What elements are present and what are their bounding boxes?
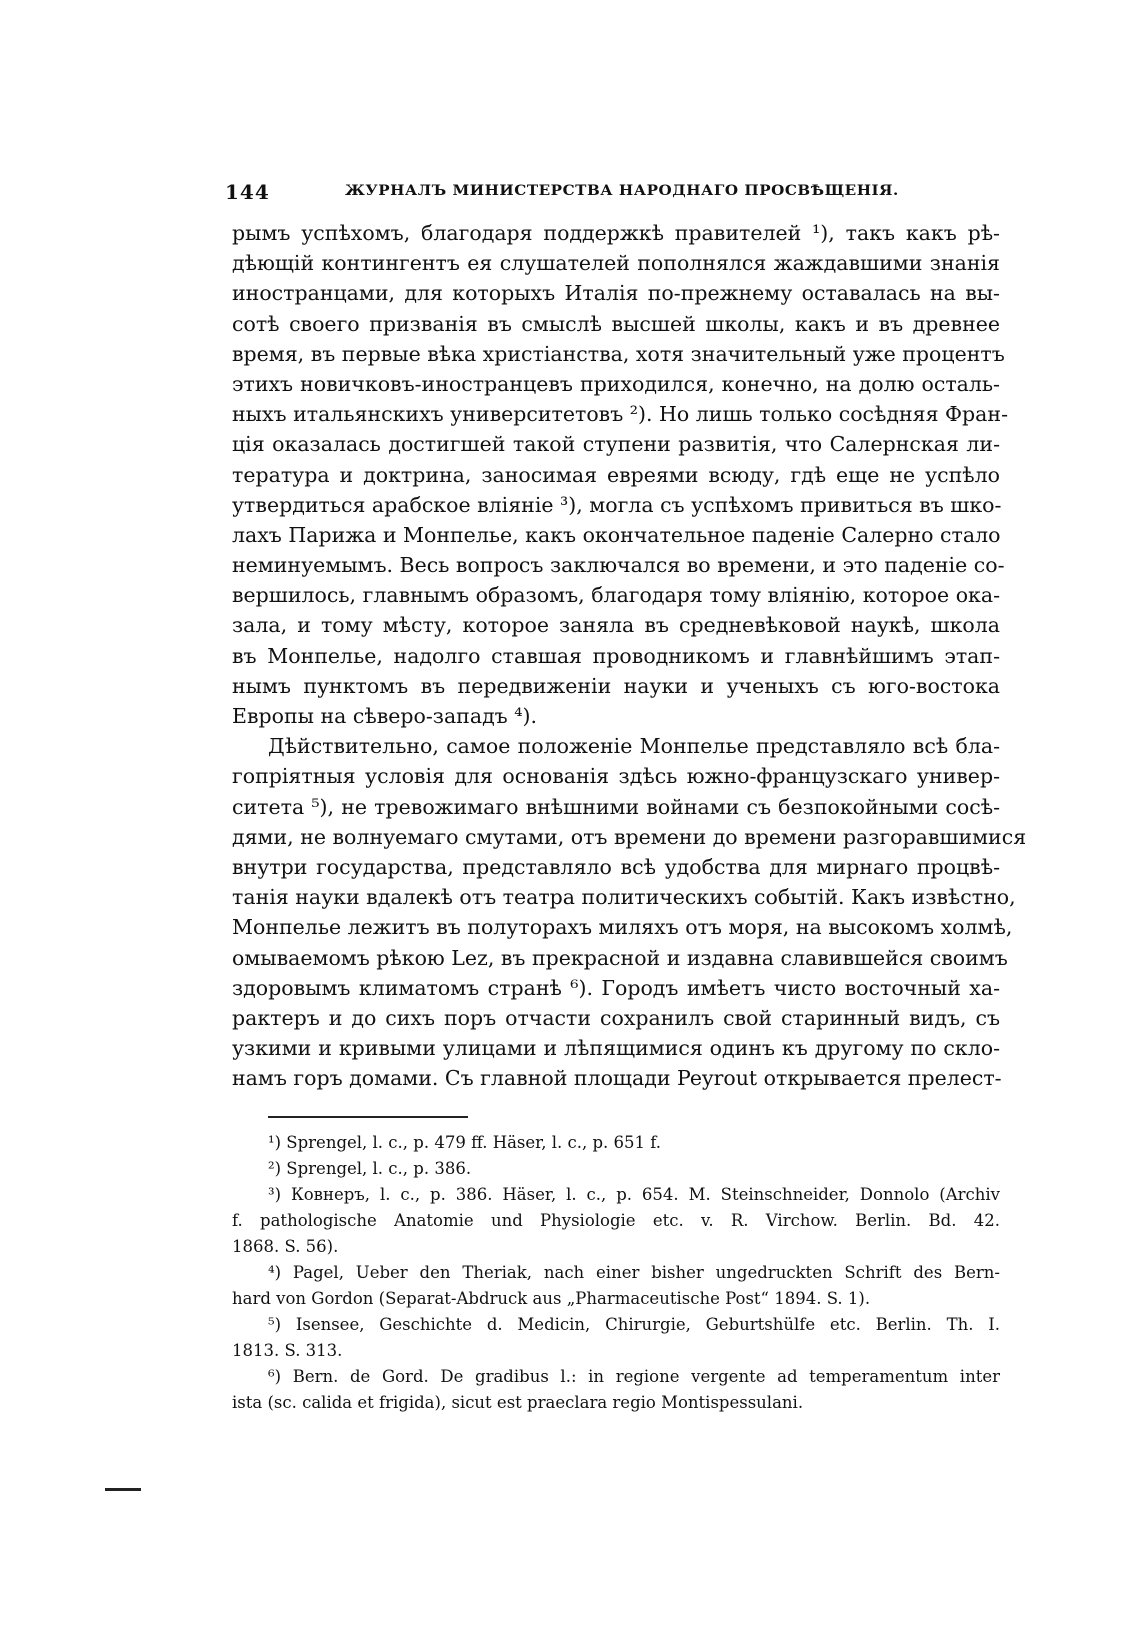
text-line: иностранцами, для которыхъ Италія по-прежнему оставалась на вы- xyxy=(232,281,1000,306)
footnote-line: 1813. S. 313. xyxy=(232,1341,343,1360)
text-line: утвердиться арабское вліяніе ³), могла съ успѣхомъ привиться въ шко- xyxy=(232,492,1002,517)
text-line: Европы на сѣверо-западъ ⁴). xyxy=(232,704,537,728)
text-line: намъ горъ домами. Съ главной площади Peyrout открывается прелест- xyxy=(232,1066,1002,1091)
footnote-line: f. pathologische Anatomie und Physiologie etc. v. R. Virchow. Berlin. Bd. 42. xyxy=(232,1211,1000,1230)
text-line: здоровымъ климатомъ странѣ ⁶). Городъ имѣетъ чисто восточный ха- xyxy=(232,975,1000,1000)
text-line: ныхъ итальянскихъ университетовъ ²). Но лишь только сосѣдняя Фран- xyxy=(232,402,1008,427)
footnote-line: ⁴) Pagel, Ueber den Theriak, nach einer bisher ungedruckten Schrift des Bern- xyxy=(268,1263,1000,1282)
footnotes xyxy=(232,1130,1000,1416)
text-line: Монпелье лежитъ въ полуторахъ миляхъ отъ моря, на высокомъ холмѣ, xyxy=(232,915,1013,940)
text-line: узкими и кривыми улицами и лѣпящимися одинъ къ другому по скло- xyxy=(232,1036,1000,1061)
running-head: ЖУРНАЛЪ МИНИСТЕРСТВА НАРОДНАГО ПРОСВѢЩЕНІЯ. xyxy=(345,183,899,199)
text-line: омываемомъ рѣкою Lez, въ прекрасной и издавна славившейся своимъ xyxy=(232,945,1008,970)
text-line: неминуемымъ. Весь вопросъ заключался во времени, и это паденіе со- xyxy=(232,553,1005,578)
text-line: ція оказалась достигшей такой ступени развитія, что Салернская ли- xyxy=(232,432,1000,457)
text-line: Дѣйствительно, самое положеніе Монпелье представляло всѣ бла- xyxy=(268,734,1000,759)
footnote-line: ⁵) Isensee, Geschichte d. Medicin, Chirurgie, Geburtshülfe etc. Berlin. Th. I. xyxy=(268,1315,1000,1334)
text-line: нымъ пунктомъ въ передвиженіи науки и ученыхъ съ юго-востока xyxy=(232,673,1000,698)
text-line: танія науки вдалекѣ отъ театра политическихъ событій. Какъ извѣстно, xyxy=(232,885,1016,910)
margin-mark xyxy=(105,1488,141,1491)
text-line: внутри государства, представляло всѣ удобства для мирнаго процвѣ- xyxy=(232,854,1000,879)
page-number: 144 xyxy=(225,180,270,204)
text-line: въ Монпелье, надолго ставшая проводникомъ и главнѣйшимъ этап- xyxy=(232,643,1000,668)
text-line: время, въ первые вѣка христіанства, хотя значительный уже процентъ xyxy=(232,341,1005,366)
text-line: этихъ новичковъ-иностранцевъ приходился, конечно, на долю осталь- xyxy=(232,371,1000,396)
text-line: дѣющій контингентъ ея слушателей пополнялся жаждавшими знанія xyxy=(232,251,1000,276)
footnote-line: hard von Gordon (Separat-Abdruck aus „Pharmaceutische Post“ 1894. S. 1). xyxy=(232,1289,871,1308)
page-header xyxy=(225,180,1005,210)
body-text xyxy=(232,218,1027,1093)
footnote-line: ¹) Sprengel, l. c., p. 479 ff. Häser, l. c., p. 651 f. xyxy=(268,1133,662,1152)
footnote-line: 1868. S. 56). xyxy=(232,1237,339,1256)
text-line: тература и доктрина, заносимая евреями всюду, гдѣ еще не успѣло xyxy=(232,462,1000,487)
footnote-line: ³) Ковнеръ, l. c., p. 386. Häser, l. c., p. 654. M. Steinschneider, Donnolo (Archiv xyxy=(268,1185,1000,1204)
text-line: гопріятныя условія для основанія здѣсь южно-французскаго универ- xyxy=(232,764,1000,789)
footnote-line: ⁶) Bern. de Gord. De gradibus l.: in regione vergente ad temperamentum inter xyxy=(268,1367,1000,1386)
text-line: дями, не волнуемаго смутами, отъ времени до времени разгоравшимися xyxy=(232,824,1027,849)
footnote-line: ista (sc. calida et frigida), sicut est praeclara regio Montispessulani. xyxy=(232,1393,804,1412)
text-line: вершилось, главнымъ образомъ, благодаря тому вліянію, которое ока- xyxy=(232,583,1000,608)
text-line: ситета ⁵), не тревожимаго внѣшними войнами съ безпокойными сосѣ- xyxy=(232,794,1000,819)
text-line: лахъ Парижа и Монпелье, какъ окончательное паденіе Салерно стало xyxy=(232,522,1001,547)
text-line: рымъ успѣхомъ, благодаря поддержкѣ правителей ¹), такъ какъ рѣ- xyxy=(232,221,1000,245)
footnote-line: ²) Sprengel, l. c., p. 386. xyxy=(268,1159,472,1178)
footnote-rule xyxy=(268,1116,468,1118)
text-line: рактеръ и до сихъ поръ отчасти сохранилъ свой старинный видъ, съ xyxy=(232,1005,1000,1030)
text-line: зала, и тому мѣсту, которое заняла въ средневѣковой наукѣ, школа xyxy=(232,613,1000,638)
text-line: сотѣ своего призванія въ смыслѣ высшей школы, какъ и въ древнее xyxy=(232,311,1000,336)
